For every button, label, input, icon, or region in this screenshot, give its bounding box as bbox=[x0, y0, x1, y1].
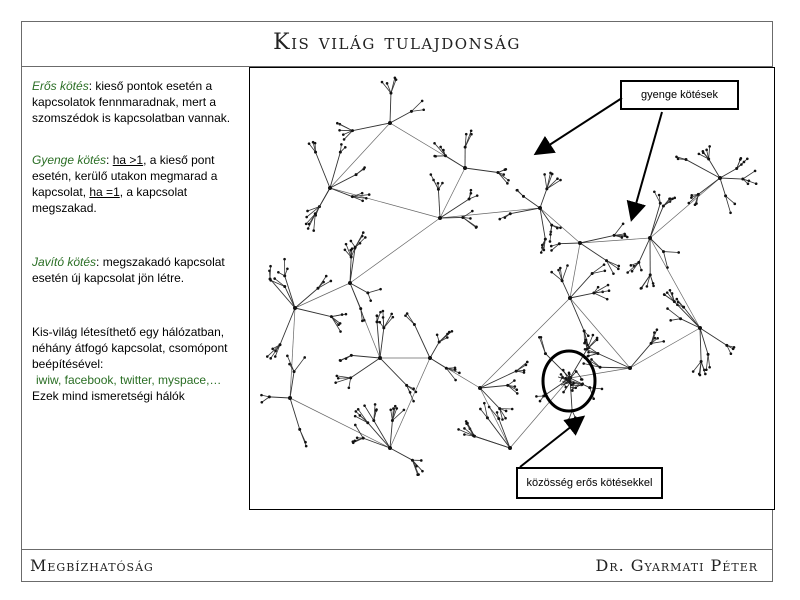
weak-tie-desc2: , a kapcsolat megszakad. bbox=[32, 185, 188, 215]
strong-tie-desc: : kieső pontok esetén a kapcsolatok fennmaradnak, mert a szomszédok is kapcsolatban vannak. bbox=[32, 79, 231, 125]
small-world-desc: Kis-világ létesíthető egy hálózatban, néhány átfogó kapcsolat, csomópont beépítésével: bbox=[32, 325, 228, 371]
footer-divider bbox=[21, 549, 773, 550]
arrow-weak-2 bbox=[632, 112, 662, 218]
arrow-strong bbox=[520, 418, 582, 467]
small-world-examples: iwiw, facebook, twitter, myspace,… bbox=[36, 373, 222, 387]
weak-tie-sep: : bbox=[106, 153, 113, 167]
strong-community-label: közösség erős kötésekkel bbox=[516, 467, 663, 499]
footer-course: Megbízhatóság bbox=[30, 556, 154, 575]
weak-tie-cond1: ha >1 bbox=[112, 153, 144, 167]
footer-author: Dr. Gyarmati Péter bbox=[595, 556, 758, 575]
weak-tie-cond2: ha =1 bbox=[89, 185, 120, 199]
repair-tie-desc: : megszakadó kapcsolat esetén új kapcsolat jön létre. bbox=[32, 255, 225, 285]
weak-ties-label: gyenge kötések bbox=[620, 80, 739, 110]
small-world-note: Ezek mind ismeretségi hálók bbox=[32, 389, 185, 403]
slide-title: Kis világ tulajdonság bbox=[273, 30, 521, 55]
term-strong-tie: Erős kötés bbox=[32, 79, 89, 93]
community-highlight bbox=[543, 351, 595, 411]
term-weak-tie: Gyenge kötés bbox=[32, 153, 107, 167]
term-repair-tie: Javító kötés bbox=[32, 255, 97, 269]
arrow-weak-1 bbox=[537, 98, 622, 153]
weak-tie-desc1: , a kieső pont esetén, kerülő utakon megmarad a kapcsolat, bbox=[32, 153, 218, 199]
